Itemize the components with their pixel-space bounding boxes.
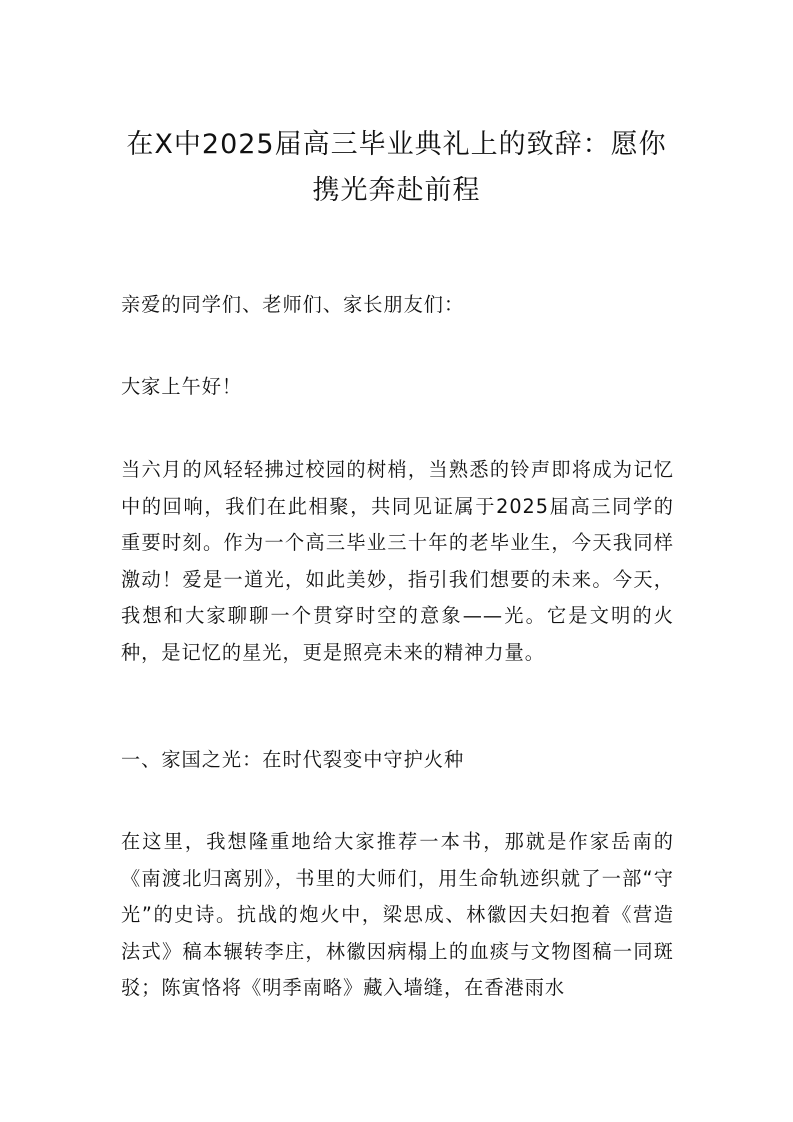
section-heading: 一、家国之光：在时代裂变中守护火种 [121, 748, 465, 771]
greeting-paragraph: 大家上午好！ [121, 375, 243, 398]
body-paragraph: 在这里，我想隆重地给大家推荐一本书，那就是作家岳南的《南渡北归离别》，书里的大师们，用生命轨迹织就了一部“守光”的史诗。抗战的炮火中，梁思成、林徽因夫妇抱着《营造法式》稿本辗转李庄，林徽因病榻上的血痰与文物图稿一同斑驳；陈寅恪将《明季南略》藏入墙缝，在香港雨水 [121, 830, 674, 1000]
intro-paragraph: 当六月的风轻轻拂过校园的树梢，当熟悉的铃声即将成为记忆中的回响，我们在此相聚，共同见证属于2025届高三同学的重要时刻。作为一个高三毕业三十年的老毕业生，今天我同样激动！爱是一道光，如此美妙，指引我们想要的未来。今天，我想和大家聊聊一个贯穿时空的意象——光。它是文明的火种，是记忆的星光，更是照亮未来的精神力量。 [121, 458, 674, 664]
document-title: 在X中2025届高三毕业典礼上的致辞：愿你携光奔赴前程 [126, 129, 667, 206]
salutation-paragraph: 亲爱的同学们、老师们、家长朋友们： [121, 293, 465, 316]
